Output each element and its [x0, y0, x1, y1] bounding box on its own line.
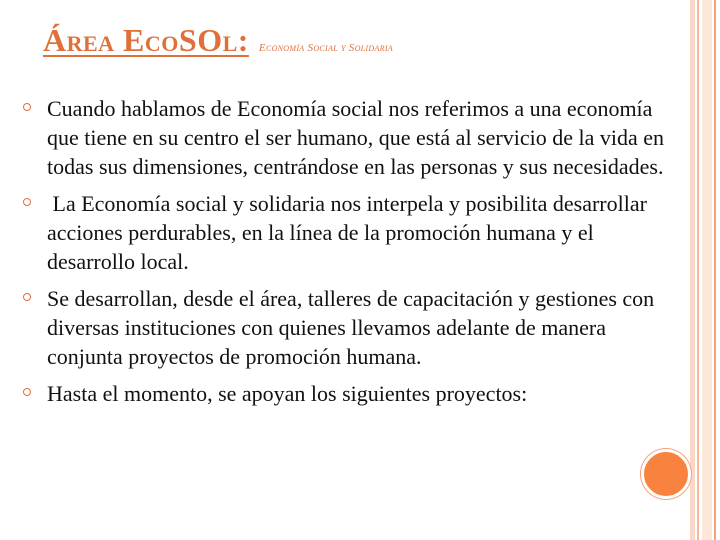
- slide-title: Área EcoSOl:: [43, 22, 249, 58]
- bullet-list: [20, 94, 680, 416]
- slide-title-block: [43, 22, 393, 59]
- bullet-text: Hasta el momento, se apoyan los siguientes proyectos:: [47, 381, 528, 406]
- slide-subtitle: Economía Social y Solidaria: [258, 42, 393, 54]
- hollow-circle-bullet-icon: [23, 198, 31, 206]
- bullet-text: Se desarrollan, desde el área, talleres de capacitación y gestiones con diversas instituciones con quienes llevamos adelante de manera conjunta proyectos de promoción humana.: [47, 286, 655, 369]
- bullet-text: La Economía social y solidaria nos interpela y posibilita desarrollar acciones perdurables, en la línea de la promoción humana y el desarrollo local.: [47, 191, 653, 274]
- bullet-item: [20, 379, 680, 408]
- bullet-item: [20, 94, 680, 181]
- bullet-item: [20, 189, 680, 276]
- hollow-circle-bullet-icon: [23, 103, 31, 111]
- decorative-stripe: [697, 0, 699, 540]
- decorative-stripe: [702, 0, 712, 540]
- bullet-item: [20, 284, 680, 371]
- hollow-circle-bullet-icon: [23, 388, 31, 396]
- decorative-stripe: [690, 0, 695, 540]
- decorative-stripe: [714, 0, 716, 540]
- bullet-text: Cuando hablamos de Economía social nos referimos a una economía que tiene en su centro el ser humano, que está al servicio de la vida en todas sus dimensiones, centrándose en las personas y sus necesidades.: [47, 96, 664, 179]
- hollow-circle-bullet-icon: [23, 293, 31, 301]
- orange-circle-icon: [641, 449, 691, 499]
